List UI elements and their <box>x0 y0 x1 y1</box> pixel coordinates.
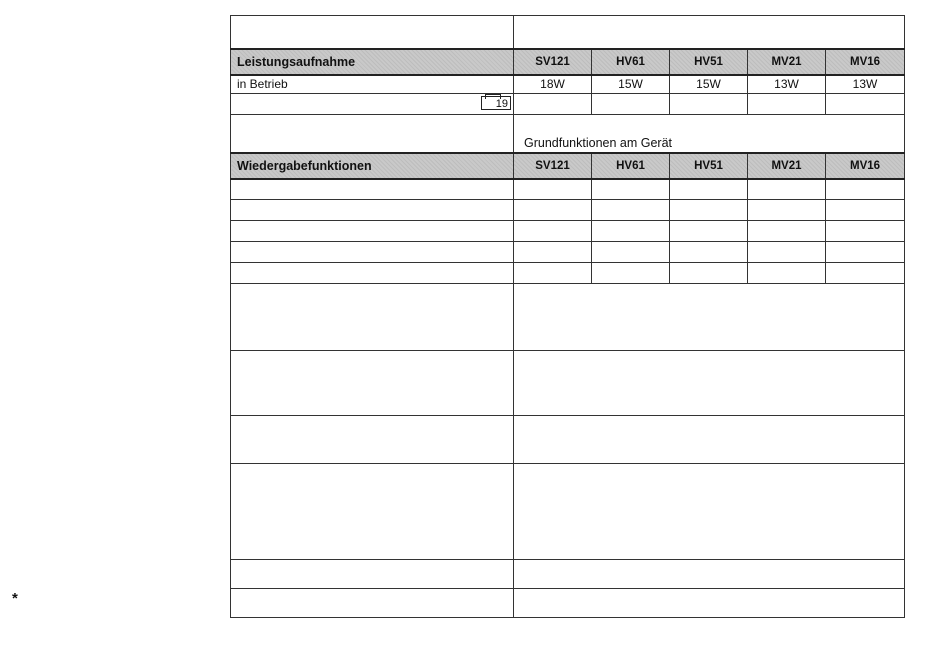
power-model-1: SV121 <box>514 49 592 75</box>
table-row <box>231 263 905 284</box>
section2-intro-row <box>231 115 905 153</box>
value-cell <box>748 94 826 115</box>
value-cell <box>514 94 592 115</box>
playback-header-row <box>231 153 905 179</box>
top-left-cell <box>231 16 514 49</box>
top-row <box>231 16 905 49</box>
power-model-5: MV16 <box>826 49 905 75</box>
playback-model-4: MV21 <box>748 153 826 179</box>
row-label-in-betrieb: in Betrieb <box>231 75 514 94</box>
table-row <box>231 589 905 618</box>
power-header-row <box>231 49 905 75</box>
table-row <box>231 464 905 560</box>
intro-right-cell <box>514 115 905 153</box>
value-cell: 18W <box>514 75 592 94</box>
table-row <box>231 75 905 94</box>
power-header-label: Leistungsaufnahme <box>231 49 514 75</box>
table-row <box>231 179 905 200</box>
table-row <box>231 416 905 464</box>
playback-model-1: SV121 <box>514 153 592 179</box>
value-cell <box>670 94 748 115</box>
grundfunktionen-text: Grundfunktionen am Gerät <box>524 135 672 150</box>
value-cell: 15W <box>670 75 748 94</box>
power-model-2: HV61 <box>592 49 670 75</box>
table-row <box>231 221 905 242</box>
playback-header-label: Wiedergabefunktionen <box>231 153 514 179</box>
table-row <box>231 94 905 115</box>
playback-model-2: HV61 <box>592 153 670 179</box>
table-row <box>231 284 905 351</box>
value-cell: 13W <box>748 75 826 94</box>
value-cell: 15W <box>592 75 670 94</box>
power-model-4: MV21 <box>748 49 826 75</box>
playback-model-3: HV51 <box>670 153 748 179</box>
intro-left-cell <box>231 115 514 153</box>
table-row <box>231 242 905 263</box>
faded-label-cell <box>231 94 514 115</box>
spec-table <box>230 15 905 618</box>
book-page-ref-icon: 19 <box>481 96 511 110</box>
value-cell <box>592 94 670 115</box>
table-row <box>231 200 905 221</box>
value-cell <box>826 94 905 115</box>
asterisk-mark: * <box>12 590 18 607</box>
top-right-cell <box>514 16 905 49</box>
value-cell: 13W <box>826 75 905 94</box>
table-row <box>231 351 905 416</box>
table-row <box>231 560 905 589</box>
power-model-3: HV51 <box>670 49 748 75</box>
playback-model-5: MV16 <box>826 153 905 179</box>
